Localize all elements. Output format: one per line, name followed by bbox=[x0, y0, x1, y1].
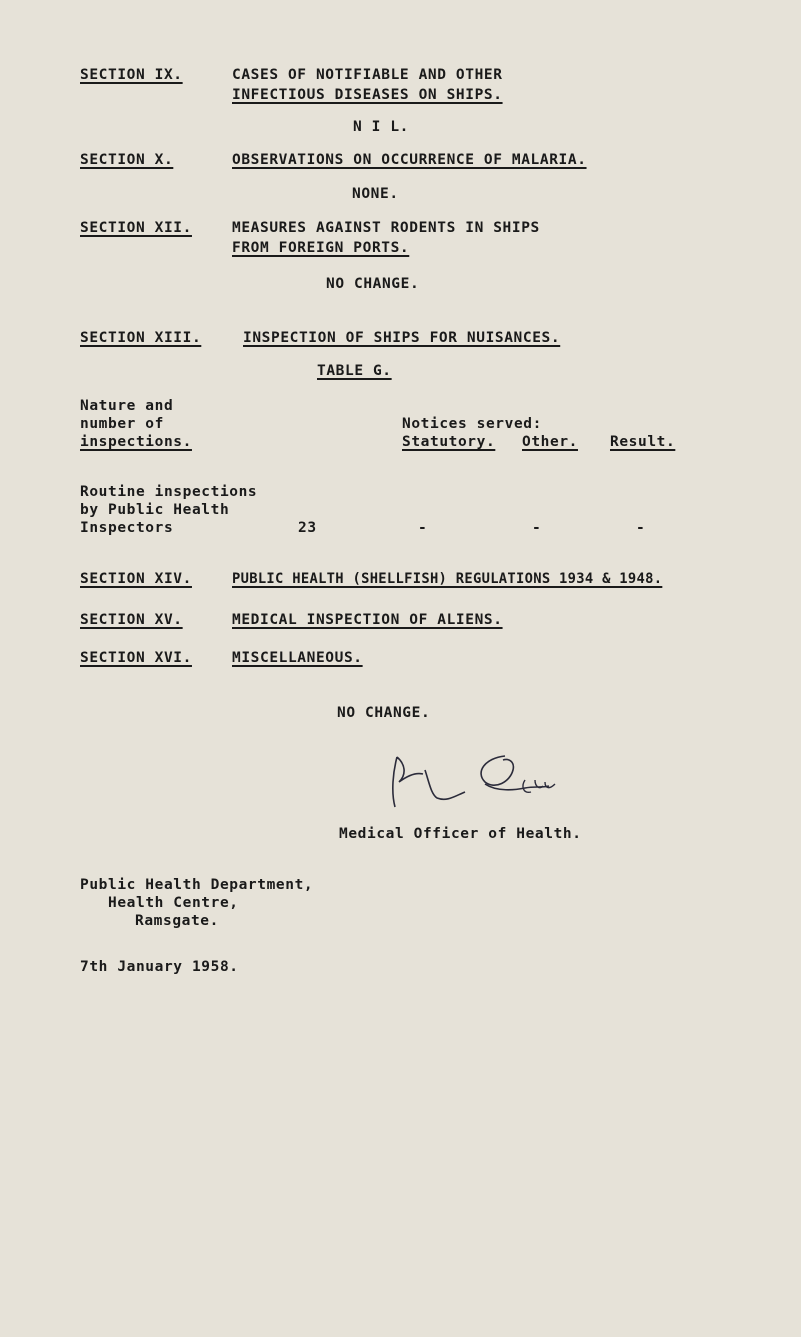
section-xiii-label: SECTION XIII. bbox=[80, 330, 202, 346]
address-line2: Health Centre, bbox=[108, 895, 239, 911]
section-ix-status: N I L. bbox=[353, 119, 409, 135]
table-row-other: - bbox=[532, 520, 542, 536]
section-ix-title-line2: INFECTIOUS DISEASES ON SHIPS. bbox=[232, 87, 503, 103]
table-notices-header: Notices served: bbox=[402, 416, 542, 432]
section-ix-title-line1: CASES OF NOTIFIABLE AND OTHER bbox=[232, 67, 503, 83]
section-x-title: OBSERVATIONS ON OCCURRENCE OF MALARIA. bbox=[232, 152, 587, 168]
address-line3: Ramsgate. bbox=[135, 913, 219, 929]
section-x-label: SECTION X. bbox=[80, 152, 174, 168]
table-col-statutory: Statutory. bbox=[402, 434, 496, 450]
table-col-result: Result. bbox=[610, 434, 676, 450]
section-xvi-status: NO CHANGE. bbox=[337, 705, 431, 721]
section-x-status: NONE. bbox=[352, 186, 399, 202]
table-row-line1: Routine inspections bbox=[80, 484, 258, 500]
table-col1-line1: Nature and bbox=[80, 398, 174, 414]
section-xii-title-line2: FROM FOREIGN PORTS. bbox=[232, 240, 410, 256]
signature-image bbox=[385, 752, 565, 812]
section-xv-label: SECTION XV. bbox=[80, 612, 183, 628]
table-row-result: - bbox=[636, 520, 646, 536]
section-xii-status: NO CHANGE. bbox=[326, 276, 420, 292]
table-row-line2: by Public Health bbox=[80, 502, 230, 518]
table-col-other: Other. bbox=[522, 434, 578, 450]
section-xiv-title: PUBLIC HEALTH (SHELLFISH) REGULATIONS 1934 & 1948. bbox=[232, 571, 663, 587]
report-date: 7th January 1958. bbox=[80, 959, 239, 975]
section-xvi-label: SECTION XVI. bbox=[80, 650, 192, 666]
table-title: TABLE G. bbox=[317, 363, 392, 379]
table-col1-line2: number of bbox=[80, 416, 164, 432]
table-row-line3: Inspectors bbox=[80, 520, 174, 536]
table-row-count: 23 bbox=[298, 520, 317, 536]
table-col1-line3: inspections. bbox=[80, 434, 192, 450]
section-xiii-title: INSPECTION OF SHIPS FOR NUISANCES. bbox=[243, 330, 561, 346]
section-xiv-label: SECTION XIV. bbox=[80, 571, 192, 587]
section-xii-title-line1: MEASURES AGAINST RODENTS IN SHIPS bbox=[232, 220, 540, 236]
table-row-statutory: - bbox=[418, 520, 428, 536]
section-xvi-title: MISCELLANEOUS. bbox=[232, 650, 363, 666]
section-xv-title: MEDICAL INSPECTION OF ALIENS. bbox=[232, 612, 503, 628]
signatory-title: Medical Officer of Health. bbox=[339, 826, 582, 842]
address-line1: Public Health Department, bbox=[80, 877, 314, 893]
section-ix-label: SECTION IX. bbox=[80, 67, 183, 83]
section-xii-label: SECTION XII. bbox=[80, 220, 192, 236]
